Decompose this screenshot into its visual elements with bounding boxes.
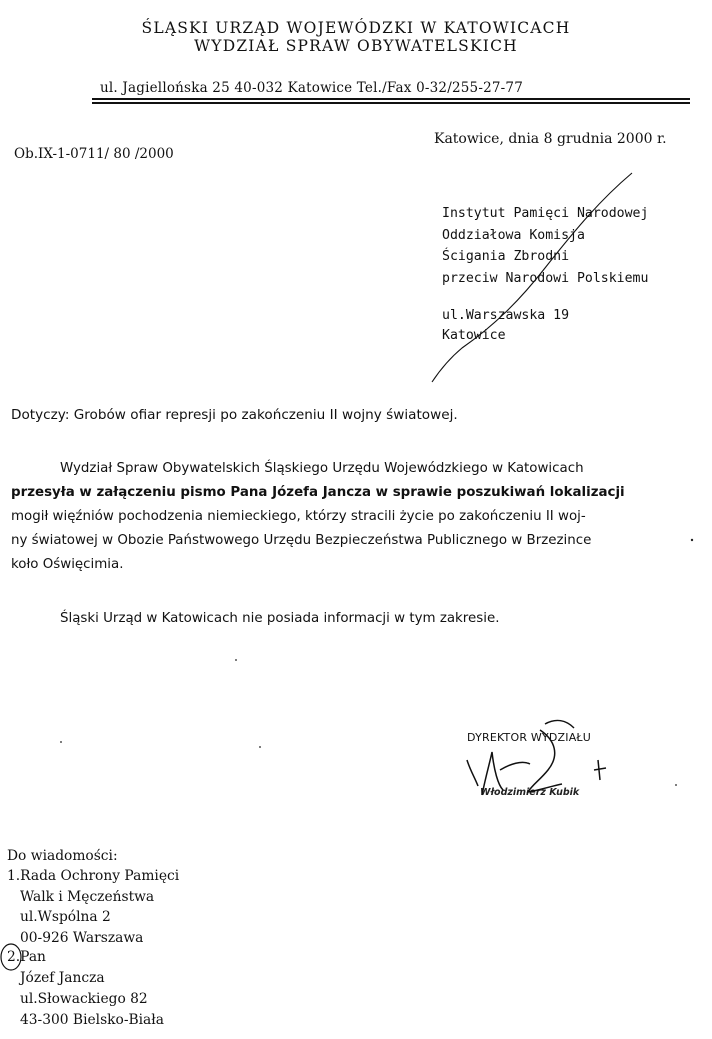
distribution-line: 1.Rada Ochrony Pamięci	[7, 868, 180, 884]
body-line: ny światowej w Obozie Państwowego Urzędu Bezpieczeństwa Publicznego w Brzezince	[11, 533, 592, 548]
recipient-street: ul.Warszawska 19	[442, 308, 570, 323]
circle-mark	[1, 944, 21, 970]
recipient-line: Oddziałowa Komisja	[442, 228, 585, 243]
handwritten-signature	[467, 721, 606, 795]
distribution-heading: Do wiadomości:	[7, 848, 118, 864]
body-line: przesyła w załączeniu pismo Pana Józefa Jancza w sprawie poszukiwań lokalizacji	[11, 485, 625, 500]
distribution-line: 2.Pan	[7, 949, 46, 965]
distribution-line: 43-300 Bielsko-Biała	[20, 1012, 164, 1028]
recipient-line: Instytut Pamięci Narodowej	[442, 206, 649, 221]
place-date: Katowice, dnia 8 grudnia 2000 r.	[434, 131, 667, 147]
distribution-line: ul.Wspólna 2	[20, 909, 111, 925]
scan-specks	[60, 539, 693, 786]
office-name: ŚLĄSKI URZĄD WOJEWÓDZKI W KATOWICACH	[141, 19, 571, 37]
body-line: Wydział Spraw Obywatelskich Śląskiego Urzędu Wojewódzkiego w Katowicach	[60, 461, 584, 476]
recipient-line: Ścigania Zbrodni	[442, 249, 570, 264]
recipient-city: Katowice	[442, 328, 506, 343]
recipient-line: przeciw Narodowi Polskiemu	[442, 271, 649, 286]
body-closing: Śląski Urząd w Katowicach nie posiada informacji w tym zakresie.	[60, 611, 500, 626]
body-line: mogił więźniów pochodzenia niemieckiego, którzy stracili życie po zakończeniu II woj-	[11, 509, 586, 524]
distribution-line: 00-926 Warszawa	[20, 930, 144, 946]
distribution-line: Józef Jancza	[20, 970, 105, 986]
department-name: WYDZIAŁ SPRAW OBYWATELSKICH	[194, 37, 518, 55]
reference-number: Ob.IX-1-0711/ 80 /2000	[14, 146, 174, 162]
body-line: koło Oświęcimia.	[11, 557, 124, 572]
subject-line: Dotyczy: Grobów ofiar represji po zakończeniu II wojny światowej.	[11, 407, 458, 423]
office-address: ul. Jagiellońska 25 40-032 Katowice Tel./Fax 0-32/255-27-77	[100, 80, 524, 96]
signatory-name-stamp: Włodzimierz Kubik	[480, 787, 580, 798]
signatory-title: DYREKTOR WYDZIAŁU	[467, 731, 592, 744]
recipient-slash-mark	[432, 173, 632, 382]
distribution-line: Walk i Męczeństwa	[20, 889, 155, 905]
distribution-line: ul.Słowackiego 82	[20, 991, 148, 1007]
